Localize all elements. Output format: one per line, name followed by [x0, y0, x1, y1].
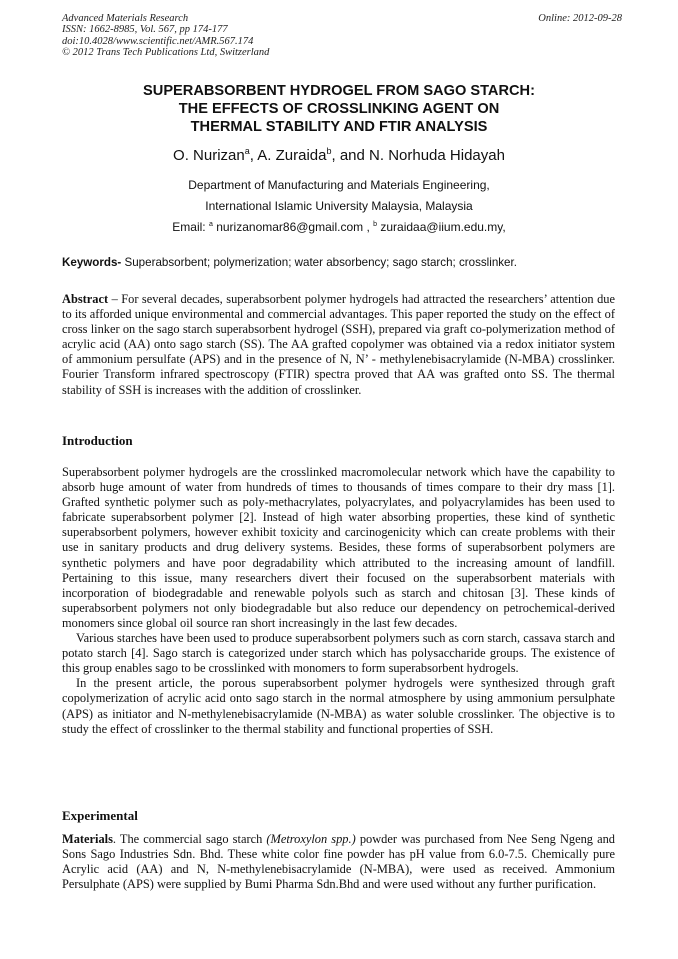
abstract	[62, 292, 615, 398]
materials-paragraph	[62, 832, 615, 892]
journal-name: Advanced Materials Research	[62, 13, 189, 24]
intro-paragraph-3	[62, 676, 615, 736]
species-name: (Metroxylon spp.)	[266, 832, 356, 846]
email-b-sup: b	[373, 221, 378, 228]
author-list	[62, 146, 616, 164]
copyright-line: © 2012 Trans Tech Publications Ltd, Switzerland	[62, 46, 270, 58]
keywords-label: Keywords-	[62, 256, 122, 269]
materials-label: Materials	[62, 832, 113, 846]
intro-paragraph-3-text: In the present article, the porous superabsorbent polymer hydrogels were synthesized through graft copolymerization of acrylic acid onto sago starch in the normal atmosphere by using ammonium persulphate (APS) as initiator and N-methylenebisacrylamide (N-MBA) as water soluble crosslinker. The objective is to study the effect of crosslinker to the thermal stability and functional properties of SSH.	[62, 676, 615, 736]
materials-post: powder was purchased from Nee Seng Ngeng and Sons Sago Industries Sdn. Bhd. These white color fine powder has pH value from 6.0-7.5. Chemically pure Acrylic acid (AA) and N, N-methylenebisacrylamide (N-MBA), were used as received. Ammonium Persulphate (APS) were supplied by Bumi Pharma Sdn.Bhd and were used without any further purification.	[62, 832, 615, 892]
keywords-text: Superabsorbent; polymerization; water absorbency; sago starch; crosslinker.	[121, 256, 517, 269]
introduction-body	[62, 465, 615, 737]
intro-paragraph-2	[62, 631, 615, 676]
introduction-heading: Introduction	[62, 433, 133, 448]
author-1-affil: a	[244, 146, 250, 156]
author-1: O. Nurizan	[173, 147, 245, 164]
experimental-heading: Experimental	[62, 808, 138, 823]
author-2-affil: b	[326, 146, 332, 156]
intro-paragraph-2-text: Various starches have been used to produce superabsorbent polymers such as corn starch, cassava starch and potato starch [4]. Sago starch is categorized under starch which has polysaccharide groups. The existence of this group enables sago to be crosslinked with monomers to form superabsorbent hydrogels.	[62, 631, 615, 676]
issn-line: ISSN: 1662-8985, Vol. 567, pp 174-177	[62, 24, 228, 36]
title-line-1: SUPERABSORBENT HYDROGEL FROM SAGO STARCH:	[143, 83, 535, 99]
affiliation-dept: Department of Manufacturing and Materials Engineering,	[188, 178, 490, 192]
online-date: Online: 2012-09-28	[538, 13, 622, 24]
author-2: , A. Zuraida	[249, 147, 327, 164]
affiliation-univ: International Islamic University Malaysia, Malaysia	[205, 199, 473, 213]
title-line-2: THE EFFECTS OF CROSSLINKING AGENT ON	[178, 101, 500, 117]
email-a-sup: a	[208, 221, 213, 228]
email-a[interactable]: nurizanomar86@gmail.com ,	[212, 220, 374, 234]
abstract-label: Abstract	[62, 292, 109, 306]
title-line-3: THERMAL STABILITY AND FTIR ANALYSIS	[190, 119, 488, 135]
email-line	[62, 220, 616, 234]
email-b[interactable]: zuraidaa@iium.edu.my,	[377, 220, 506, 234]
keywords	[62, 256, 622, 269]
materials-pre: . The commercial sago starch	[112, 832, 267, 846]
author-3: , and N. Norhuda Hidayah	[331, 147, 505, 164]
abstract-text: – For several decades, superabsorbent polymer hydrogels had attracted the researchers’ attention due to its afforded unique environmental and commercial advantages. This paper reported the study on the effect of cross linker on the sago starch superabsorbent hydrogel (SSH), prepared via graft co-polymerization method of acrylic acid (AA) onto sago starch (SS). The AA grafted copolymer was obtained via a redox initiator system of ammonium persulfate (APS) and in the presence of N, N’ - methylenebisacrylamide (N-MBA) crosslinker. Fourier Transform infrared spectroscopy (FTIR) spectra proved that AA was grafted onto SS. The thermal stability of SSH is increases with the addition of crosslinker.	[62, 292, 615, 397]
intro-paragraph-1: Superabsorbent polymer hydrogels are the crosslinked macromolecular network which have the capability to absorb huge amount of water from hundreds of times to thousands of times compare to their dry mass [1]. Grafted synthetic polymer such as poly-methacrylates, polyacrylates, and polyacrylamides has been used to fabricate superabsorbent polymer [2]. Instead of high water absorbing properties, these kind of synthetic superabsorbent polymers, however exhibit toxicity and carcinogenicity which can create problems with their use in sanitary products and drug delivery systems. Besides, these forms of superabsorbent polymers are synthetic polymers and have poor degradability which attributed to the increasing amount of landfill. Pertaining to this issue, many researchers divert their focused on the superabsorbent materials with incorporation of biodegradable and renewable polyols such as starch and chitosan [3]. These kinds of superabsorbent polymers not only biodegradable but also reduce our dependency on petrochemical-derived monomers since global oil source ran short increasingly in the last few decades.	[62, 465, 615, 630]
paper-title	[62, 82, 616, 136]
email-label: Email:	[172, 220, 209, 234]
doi-line: doi:10.4028/www.scientific.net/AMR.567.174	[62, 35, 254, 47]
journal-header	[62, 13, 622, 58]
